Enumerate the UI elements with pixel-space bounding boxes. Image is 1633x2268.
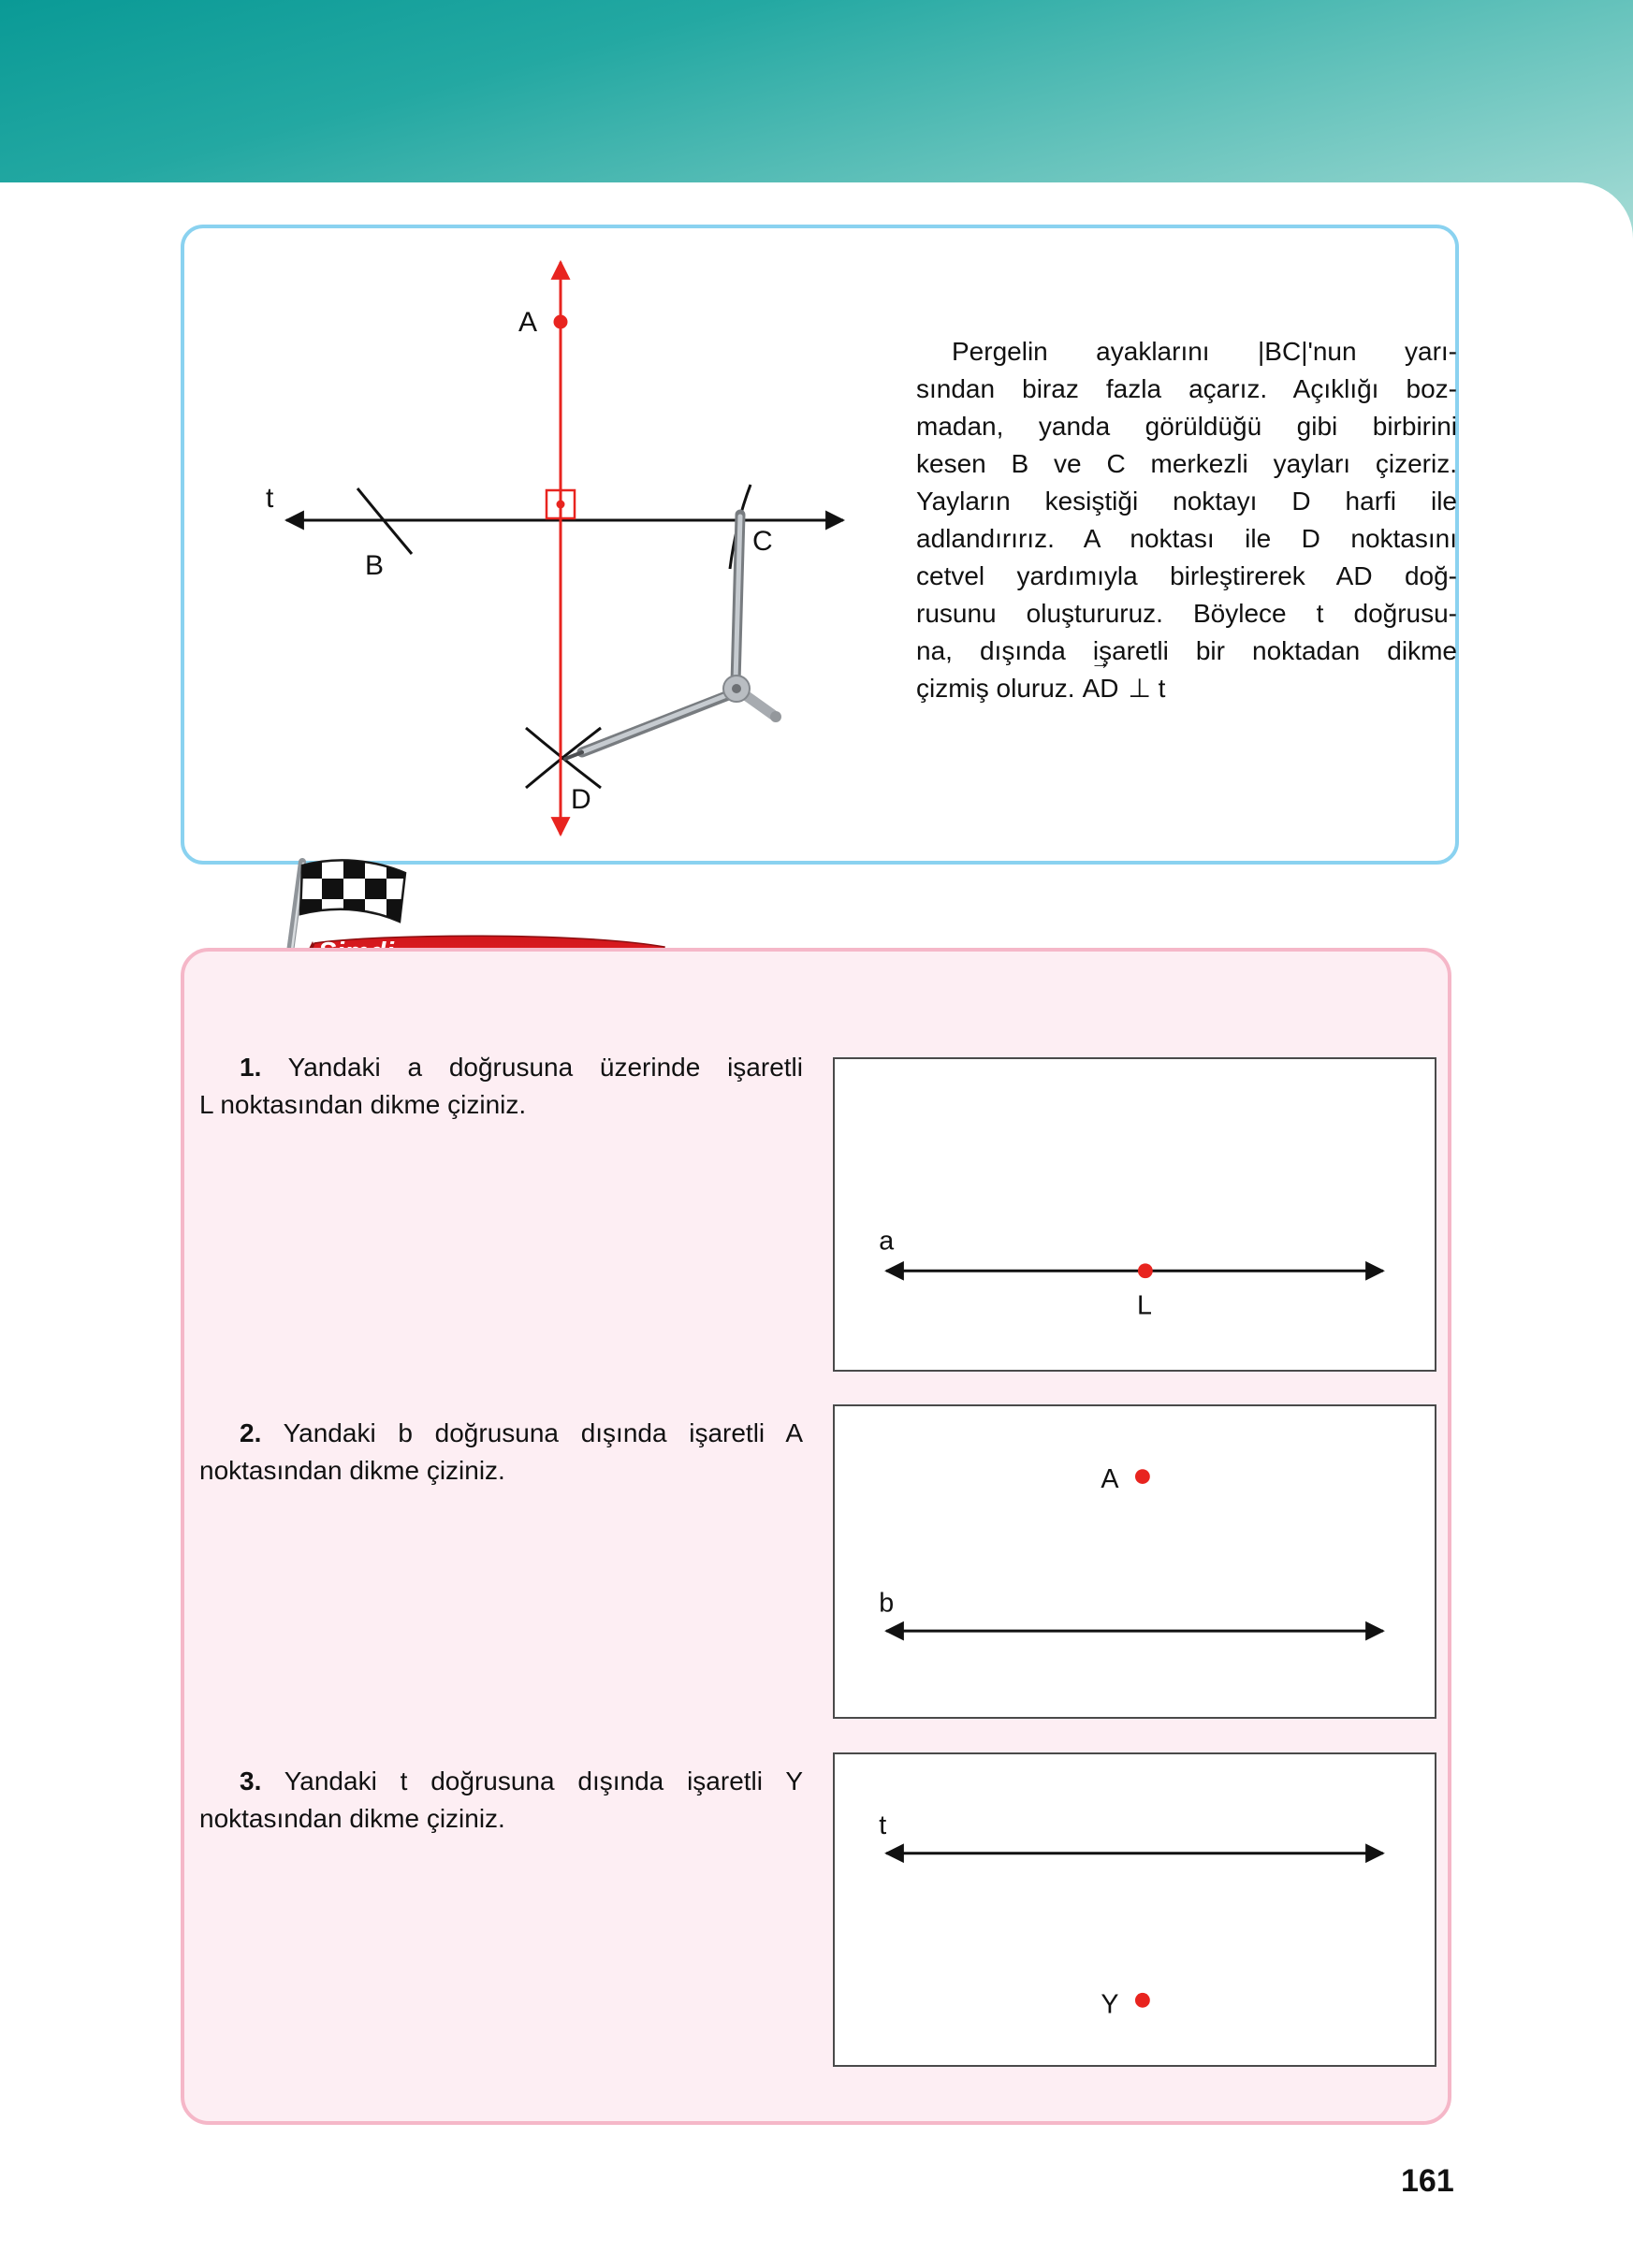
exercise-3-line2: noktasından dikme çiziniz. bbox=[199, 1804, 505, 1833]
point-y-dot bbox=[1135, 1993, 1150, 2008]
line-label-b: b bbox=[879, 1588, 895, 1619]
exercise-3-diagram bbox=[833, 1752, 1436, 2067]
point-label-a: A bbox=[518, 307, 538, 338]
exercise-2-text bbox=[199, 1415, 803, 1490]
exercise-2-line2: noktasından dikme çiziniz. bbox=[199, 1456, 505, 1485]
point-a-dot bbox=[554, 315, 568, 329]
exercise-3-number: 3. bbox=[240, 1766, 262, 1796]
exercise-1-line1: Yandaki a doğrusuna üzerinde işaretli bbox=[287, 1053, 803, 1082]
construction-explanation bbox=[916, 333, 1457, 707]
exercise-2-line1: Yandaki b doğrusuna dışında işaretli A bbox=[283, 1418, 803, 1447]
point-label-a: A bbox=[1101, 1463, 1119, 1494]
exercise-1-diagram bbox=[833, 1057, 1436, 1372]
construction-example-box bbox=[181, 225, 1459, 865]
point-label-l: L bbox=[1136, 1290, 1152, 1321]
exercise-3-text bbox=[199, 1763, 803, 1838]
practice-box bbox=[181, 948, 1451, 2125]
perpendicular-construction-diagram bbox=[238, 245, 855, 863]
line-label-t: t bbox=[879, 1810, 887, 1840]
explanation-last-line bbox=[916, 670, 1457, 707]
point-label-d: D bbox=[571, 784, 591, 815]
point-a-dot bbox=[1135, 1469, 1150, 1484]
exercise-2-diagram bbox=[833, 1404, 1436, 1719]
line-label-t: t bbox=[266, 483, 274, 514]
compass-illustration bbox=[565, 515, 781, 759]
exercise-1-line2: L noktasından dikme çiziniz. bbox=[199, 1090, 527, 1119]
point-l-dot bbox=[1138, 1263, 1153, 1278]
exercise-2-number: 2. bbox=[240, 1418, 262, 1447]
point-label-b: B bbox=[365, 550, 385, 581]
line-label-a: a bbox=[879, 1226, 895, 1257]
point-label-c: C bbox=[752, 526, 773, 557]
exercise-3-line1: Yandaki t doğrusuna dışında işaretli Y bbox=[284, 1766, 803, 1796]
page-number: 161 bbox=[1401, 2163, 1454, 2199]
point-label-y: Y bbox=[1101, 1989, 1119, 2020]
ray-ad-notation: AD → bbox=[1083, 670, 1119, 707]
exercise-1-number: 1. bbox=[240, 1053, 262, 1082]
right-angle-dot bbox=[557, 501, 565, 509]
exercise-1-text bbox=[199, 1049, 803, 1124]
perpendicular-notation: ⊥ t bbox=[1128, 674, 1166, 703]
explanation-closing: çizmiş oluruz. bbox=[916, 674, 1075, 703]
explanation-paragraph: Pergelin ayaklarını |BC|'nun yarı- sından biraz fazla açarız. Açıklığı boz- madan, yanda görüldüğü gibi birbirini kesen B ve C merkezli yayları çizeriz. Yayların kesiştiği noktayı D harfi ile adlandırırız. A noktası ile D noktasını cetvel yardımıyla birleştirerek AD doğ- rusunu oluştururuz. Böylece t doğrusu- na, dışında işaretli bir noktadan dikme bbox=[916, 337, 1457, 665]
